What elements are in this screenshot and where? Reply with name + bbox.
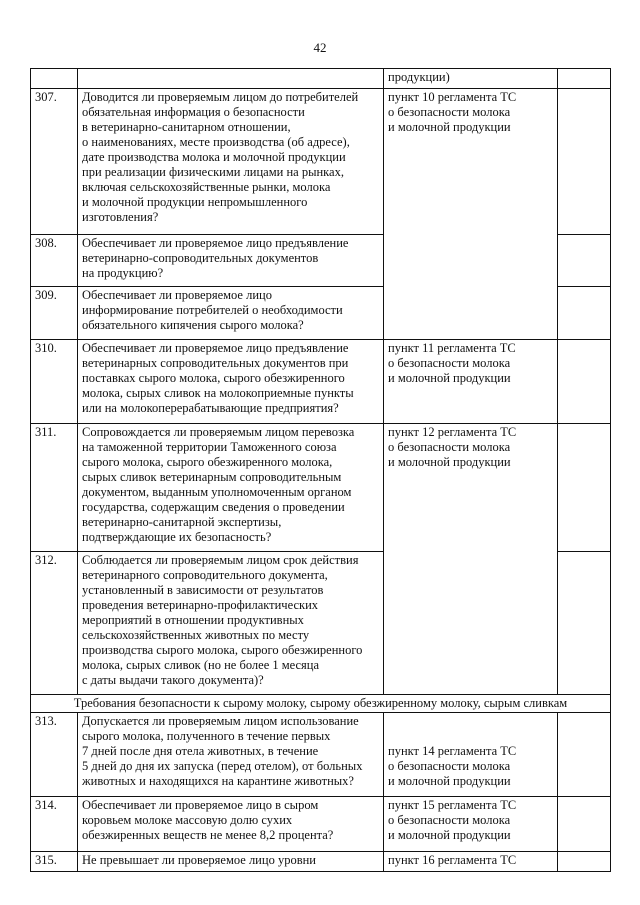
answer-cell	[558, 713, 611, 797]
question-cell: Соблюдается ли проверяемым лицом срок действия ветеринарного сопроводительного документа, установленный в зависимости от результатов проведения ветеринарно-профилактических мероприятий в отношении продуктивных сельскохозяйственных животных по месту производства сырого молока, сырого обезжиренного молока, сырых сливок (но не более 1 месяца с даты выдачи такого документа)?	[78, 552, 384, 695]
question-cell	[78, 69, 384, 89]
table-row	[31, 69, 611, 89]
row-number-cell	[31, 69, 78, 89]
section-heading-row	[31, 695, 611, 713]
question-cell: Доводится ли проверяемым лицом до потребителей обязательная информация о безопасности в ветеринарно-санитарном отношении, о наименованиях, месте производства (об адресе), дате производства молока и молочной продукции при реализации физическими лицами на рынках, включая сельскохозяйственные рынки, молока и молочной продукции непромышленного изготовления?	[78, 89, 384, 235]
question-cell: Обеспечивает ли проверяемое лицо в сыром коровьем молоке массовую долю сухих обезжиренных веществ не менее 8,2 процента?	[78, 797, 384, 852]
regulation-ref-cell: пункт 12 регламента ТС о безопасности молока и молочной продукции	[384, 424, 558, 695]
table-row	[31, 340, 611, 424]
row-number-cell: 313.	[31, 713, 78, 797]
question-cell: Обеспечивает ли проверяемое лицо предъявление ветеринарно-сопроводительных документов на продукцию?	[78, 235, 384, 287]
answer-cell	[558, 852, 611, 872]
answer-cell	[558, 424, 611, 552]
table-row	[31, 797, 611, 852]
regulation-ref-cell: пункт 14 регламента ТС о безопасности молока и молочной продукции	[384, 713, 558, 797]
question-cell: Обеспечивает ли проверяемое лицо предъявление ветеринарных сопроводительных документов при поставках сырого молока, сырого обезжиренного молока, сырых сливок на молокоприемные пункты или на молокоперерабатывающие предприятия?	[78, 340, 384, 424]
answer-cell	[558, 287, 611, 340]
answer-cell	[558, 89, 611, 235]
question-cell: Обеспечивает ли проверяемое лицо информирование потребителей о необходимости обязательного кипячения сырого молока?	[78, 287, 384, 340]
row-number-cell: 312.	[31, 552, 78, 695]
row-number-cell: 308.	[31, 235, 78, 287]
row-number-cell: 310.	[31, 340, 78, 424]
page-number: 42	[313, 40, 327, 55]
regulation-ref-cell: пункт 15 регламента ТС о безопасности молока и молочной продукции	[384, 797, 558, 852]
question-cell: Допускается ли проверяемым лицом использование сырого молока, полученного в течение первых 7 дней после дня отела животных, в течение 5 дней до дня их запуска (перед отелом), от больных животных и находящихся на карантине животных?	[78, 713, 384, 797]
row-number-cell: 311.	[31, 424, 78, 552]
row-number-cell: 315.	[31, 852, 78, 872]
table-row	[31, 852, 611, 872]
table-row	[31, 713, 611, 797]
row-number-cell: 307.	[31, 89, 78, 235]
answer-cell	[558, 552, 611, 695]
answer-cell	[558, 340, 611, 424]
section-heading: Требования безопасности к сырому молоку, сырому обезжиренному молоку, сырым сливкам	[31, 695, 611, 713]
regulation-ref-cell: пункт 11 регламента ТС о безопасности молока и молочной продукции	[384, 340, 558, 424]
answer-cell	[558, 69, 611, 89]
table-row	[31, 424, 611, 552]
table-row	[31, 89, 611, 235]
answer-cell	[558, 797, 611, 852]
regulation-ref-cell: пункт 16 регламента ТС	[384, 852, 558, 872]
question-cell: Сопровождается ли проверяемым лицом перевозка на таможенной территории Таможенного союза сырого молока, сырого обезжиренного молока, сырых сливок ветеринарным сопроводительным документом, выданным уполномоченным органом государства, содержащим сведения о проведении ветеринарно-санитарной экспертизы, подтверждающие их безопасность?	[78, 424, 384, 552]
regulation-ref-cell: продукции)	[384, 69, 558, 89]
answer-cell	[558, 235, 611, 287]
checklist-table	[30, 68, 611, 872]
row-number-cell: 309.	[31, 287, 78, 340]
question-cell: Не превышает ли проверяемое лицо уровни	[78, 852, 384, 872]
row-number-cell: 314.	[31, 797, 78, 852]
regulation-ref-cell: пункт 10 регламента ТС о безопасности молока и молочной продукции	[384, 89, 558, 340]
